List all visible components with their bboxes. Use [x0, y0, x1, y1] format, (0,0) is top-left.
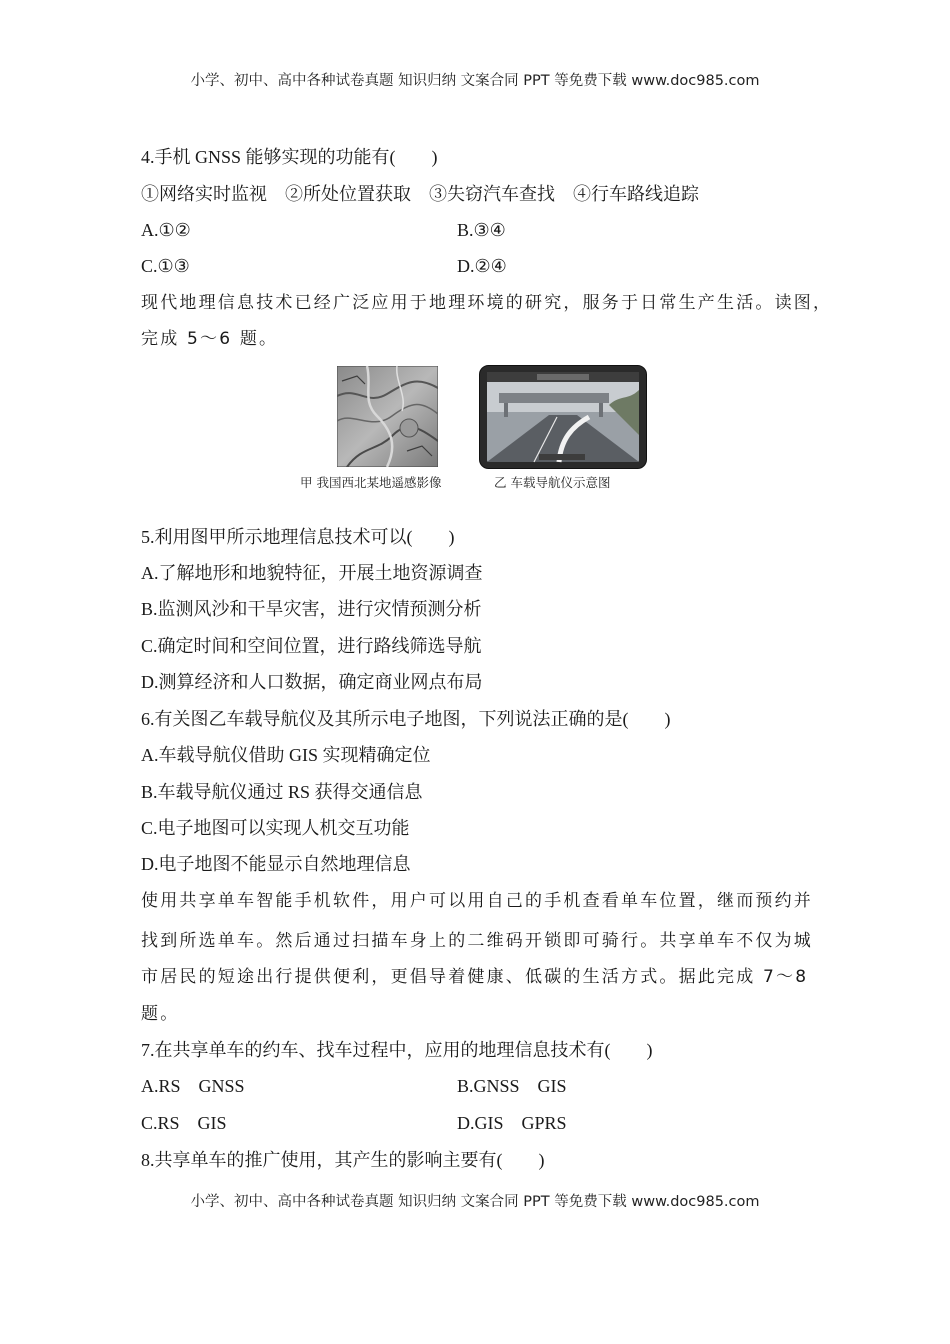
q5-option-a: A.了解地形和地貌特征，开展土地资源调查 [141, 563, 483, 583]
q6-stem: 6.有关图乙车载导航仪及其所示电子地图，下列说法正确的是( ) [141, 709, 671, 729]
q7-option-a: A.RS GNSS [141, 1076, 245, 1096]
figure-jia-caption: 甲 我国西北某地遥感影像 [300, 475, 442, 490]
q6-option-c: C.电子地图可以实现人机交互功能 [141, 818, 410, 838]
q7-option-d: D.GIS GPRS [457, 1113, 567, 1133]
q6-option-d: D.电子地图不能显示自然地理信息 [141, 854, 411, 874]
intro-56-line1: 现代地理信息技术已经广泛应用于地理环境的研究，服务于日常生产生活。读图， [141, 293, 833, 313]
q5-stem: 5.利用图甲所示地理信息技术可以( ) [141, 527, 455, 547]
q5-option-d: D.测算经济和人口数据，确定商业网点布局 [141, 672, 483, 692]
q6-option-a: A.车载导航仪借助 GIS 实现精确定位 [141, 745, 431, 765]
q5-option-b: B.监测风沙和干旱灾害，进行灾情预测分析 [141, 599, 482, 619]
q7-option-b: B.GNSS GIS [457, 1076, 567, 1096]
page-footer: 小学、初中、高中各种试卷真题 知识归纳 文案合同 PPT 等免费下载 www.doc985.com [190, 1194, 760, 1210]
intro-78-line1: 使用共享单车智能手机软件，用户可以用自己的手机查看单车位置，继而预约并 [141, 891, 813, 911]
q6-option-b: B.车载导航仪通过 RS 获得交通信息 [141, 782, 423, 802]
q4-option-d: D.②④ [457, 256, 507, 276]
car-navigator-image [479, 365, 647, 469]
q4-stem: 4.手机 GNSS 能够实现的功能有( ) [141, 147, 438, 167]
figure-yi-caption: 乙 车载导航仪示意图 [494, 475, 611, 490]
q8-stem: 8.共享单车的推广使用，其产生的影响主要有( ) [141, 1150, 545, 1170]
intro-78-line2: 找到所选单车。然后通过扫描车身上的二维码开锁即可骑行。共享单车不仅为城 [141, 931, 813, 951]
q5-option-c: C.确定时间和空间位置，进行路线筛选导航 [141, 636, 482, 656]
page-header: 小学、初中、高中各种试卷真题 知识归纳 文案合同 PPT 等免费下载 www.doc985.com [190, 73, 760, 89]
intro-78-line4: 题。 [141, 1004, 180, 1024]
q7-option-c: C.RS GIS [141, 1113, 227, 1133]
q4-items: ①网络实时监视 ②所处位置获取 ③失窃汽车查找 ④行车路线追踪 [141, 184, 699, 204]
remote-sensing-image [337, 366, 438, 467]
q4-option-c: C.①③ [141, 256, 190, 276]
q7-stem: 7.在共享单车的约车、找车过程中，应用的地理信息技术有( ) [141, 1040, 653, 1060]
intro-78-line3: 市居民的短途出行提供便利，更倡导着健康、低碳的生活方式。据此完成 7～8 [141, 967, 809, 987]
intro-56-line2: 完成 5～6 题。 [141, 329, 279, 349]
q4-option-b: B.③④ [457, 220, 506, 240]
q4-option-a: A.①② [141, 220, 191, 240]
